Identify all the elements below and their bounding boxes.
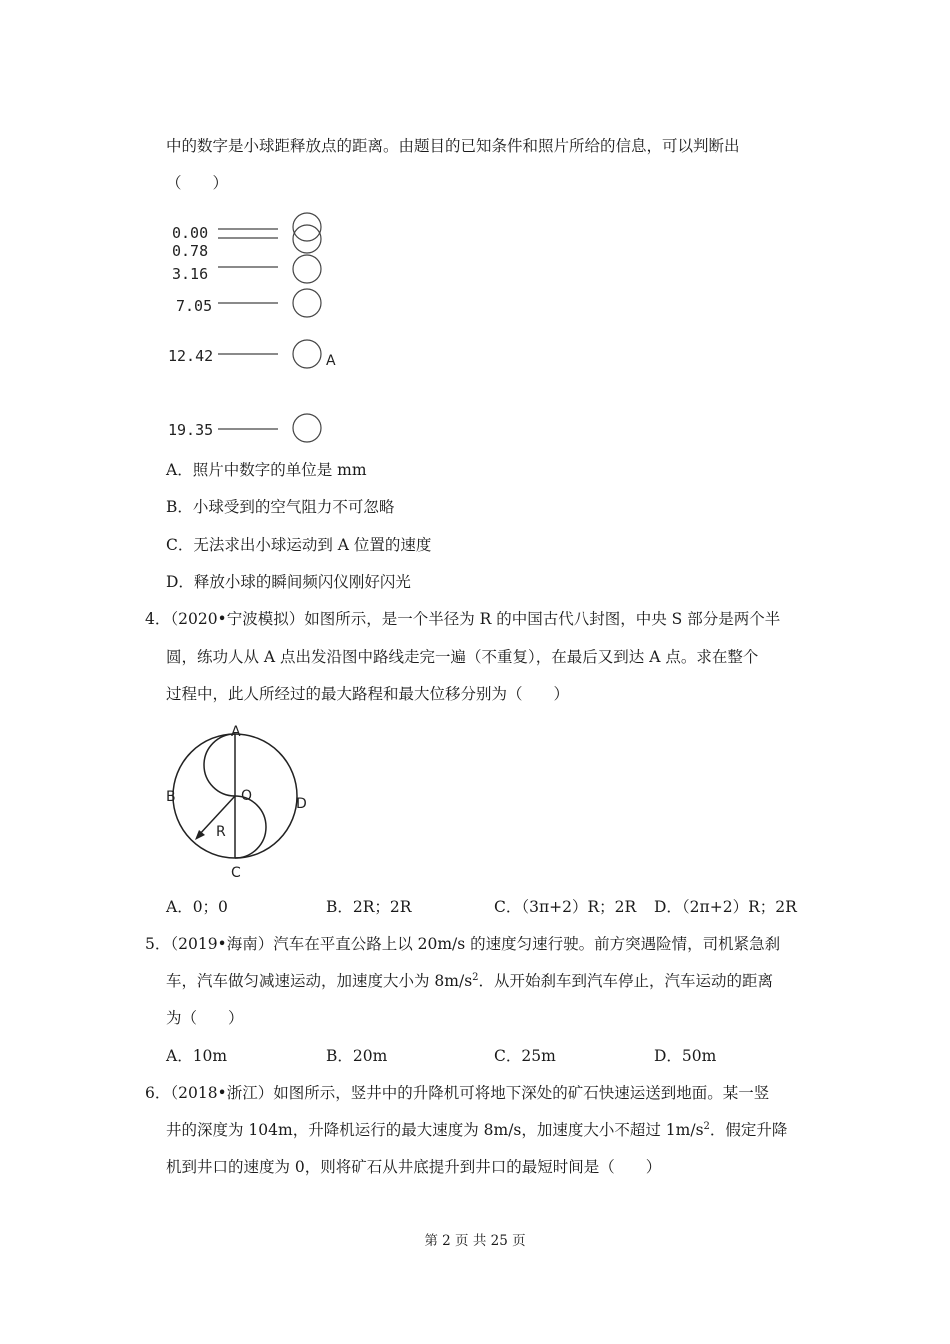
q4-figure xyxy=(160,720,330,885)
q3-ball-5 xyxy=(293,414,321,442)
q6-line1: 6．（2018•浙江）如图所示，竖井中的升降机可将地下深处的矿石快速运送到地面。某一竖 xyxy=(145,1084,770,1102)
q4-label-o: O xyxy=(241,788,253,804)
q3-ball-3 xyxy=(293,289,321,317)
q4-line2: 圆，练功人从 A 点出发沿图中路线走完一遍（不重复），在最后又到达 A 点。求在整个 xyxy=(166,648,759,666)
q3-ball-2 xyxy=(293,255,321,283)
q4-option-c: C．（3π+2）R；2R xyxy=(494,898,637,916)
q3-balls-drawing xyxy=(210,205,360,450)
q5-option-d: D．50m xyxy=(654,1047,717,1065)
q5-line3: 为（ ） xyxy=(166,1009,244,1027)
q6-line3: 机到井口的速度为 0，则将矿石从井底提升到井口的最短时间是（ ） xyxy=(166,1158,662,1176)
q4-option-a: A．0；0 xyxy=(166,898,228,916)
q6-line2: 井的深度为 104m，升降机运行的最大速度为 8m/s，加速度大小不超过 $1m/s^2$．假定升降 xyxy=(166,1121,788,1139)
q4-line3: 过程中，此人所经过的最大路程和最大位移分别为（ ） xyxy=(166,685,570,703)
q3-intro-line1: 中的数字是小球距释放点的距离。由题目的已知条件和照片所给的信息，可以判断出 xyxy=(166,137,740,155)
q3-option-d: D．释放小球的瞬间频闪仪刚好闪光 xyxy=(166,573,411,591)
q5-line2: 车，汽车做匀减速运动，加速度大小为 $8m/s^2$．从开始刹车到汽车停止，汽车运动的距离 xyxy=(166,972,774,990)
q3-option-a: A．照片中数字的单位是 mm xyxy=(166,461,367,479)
q3-intro-line2: （ ） xyxy=(166,174,229,192)
q4-label-b: B xyxy=(166,789,176,805)
page-footer: 第 2 页 共 25 页 xyxy=(424,1233,526,1249)
q3-ball-0 xyxy=(293,213,321,241)
q3-option-c: C．无法求出小球运动到 A 位置的速度 xyxy=(166,536,432,554)
q4-label-d: D xyxy=(296,796,307,812)
q3-label-5: 19.35 xyxy=(168,421,214,439)
q4-line1: 4．（2020•宁波模拟）如图所示，是一个半径为 R 的中国古代八封图，中央 S 部分是两个半 xyxy=(145,610,781,628)
q3-label-4: 12.42 xyxy=(168,347,214,365)
q5-line1: 5．（2019•海南）汽车在平直公路上以 20m/s 的速度匀速行驶。前方突遇险情，司机紧急刹 xyxy=(145,935,781,953)
q5-option-a: A．10m xyxy=(166,1047,228,1065)
q4-option-b: B．2R；2R xyxy=(326,898,412,916)
q4-arrow-head xyxy=(195,830,205,840)
q5-option-b: B．20m xyxy=(326,1047,388,1065)
q3-ball-label-a: A xyxy=(326,353,336,369)
q3-option-b: B．小球受到的空气阻力不可忽略 xyxy=(166,498,395,516)
q5-option-c: C．25m xyxy=(494,1047,556,1065)
q3-label-3: 7.05 xyxy=(176,297,213,315)
q4-label-r: R xyxy=(216,824,226,840)
q3-label-2: 3.16 xyxy=(172,265,209,283)
q3-label-0: 0.00 xyxy=(172,224,209,242)
q4-option-d: D．（2π+2）R；2R xyxy=(654,898,797,916)
q4-label-a: A xyxy=(231,724,241,740)
q4-label-c: C xyxy=(231,865,241,881)
q3-label-1: 0.78 xyxy=(172,242,209,260)
q3-ball-1 xyxy=(293,225,321,253)
q3-ball-4 xyxy=(293,340,321,368)
